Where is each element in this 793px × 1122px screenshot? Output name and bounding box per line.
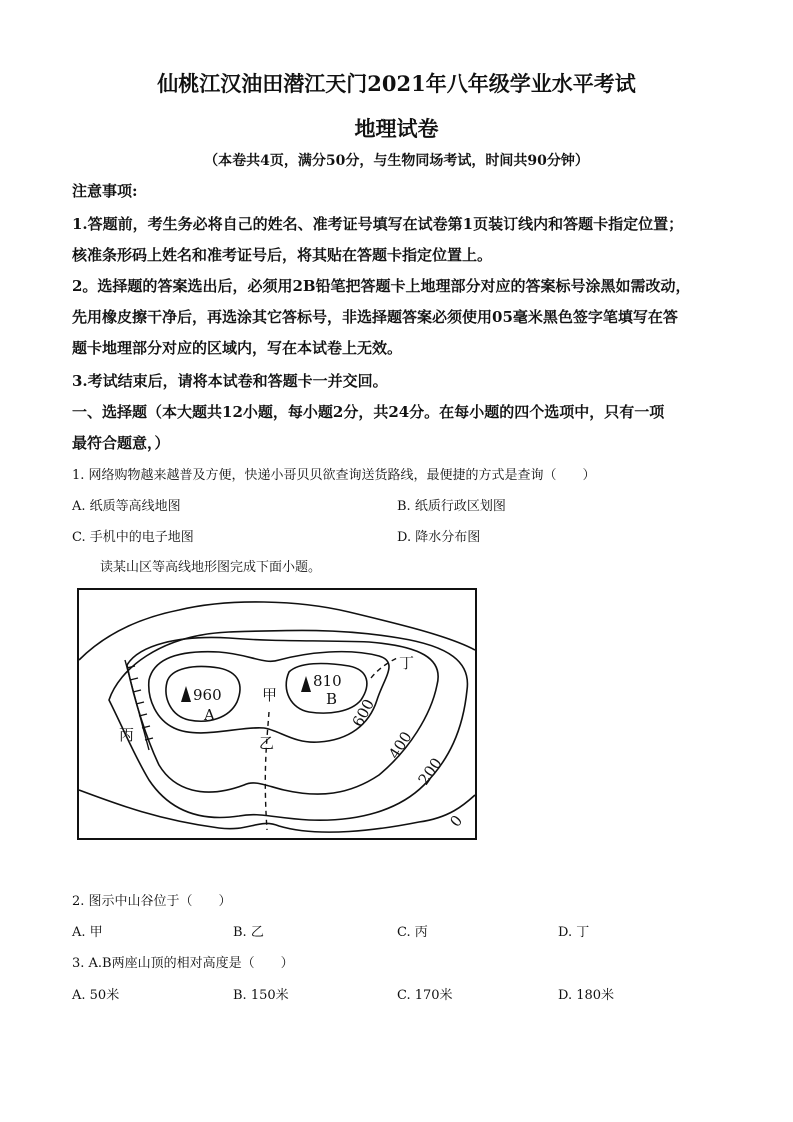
question-1-stem: 1. 网络购物越来越普及方便，快递小哥贝贝欲查询送货路线，最便捷的方式是查询（ ） <box>72 468 596 483</box>
dashed-line-ding <box>371 658 397 678</box>
contour-label-200: 200 <box>414 754 446 789</box>
subject-title: 地理试卷 <box>354 116 439 141</box>
point-ding-label: 丁 <box>399 654 415 672</box>
q2-option-b: B. 乙 <box>233 925 264 940</box>
contour-label-600: 600 <box>348 696 378 730</box>
contour-line-400 <box>127 637 438 794</box>
q1-option-d: D. 降水分布图 <box>397 530 481 545</box>
section-heading-cont: 最符合题意，） <box>72 434 170 452</box>
q3-option-d: D. 180米 <box>558 988 615 1003</box>
point-yi-label: 乙 <box>259 734 275 752</box>
contour-label-400: 400 <box>385 728 416 763</box>
q2-option-d: D. 丁 <box>558 925 590 940</box>
notice-line: 3.考试结束后，请将本试卷和答题卡一并交回。 <box>72 372 388 390</box>
contour-label-0: 0 <box>446 811 467 831</box>
q3-option-a: A. 50米 <box>72 988 120 1003</box>
notice-heading: 注意事项: <box>72 182 138 200</box>
peak-b-elevation: 810 <box>313 672 342 690</box>
map-intro: 读某山区等高线地形图完成下面小题。 <box>100 560 322 575</box>
q1-option-b: B. 纸质行政区划图 <box>397 499 506 514</box>
question-2-stem: 2. 图示中山谷位于（ ） <box>72 894 232 909</box>
q3-option-c: C. 170米 <box>397 988 453 1003</box>
contour-line-0-bottom <box>79 790 475 832</box>
contour-map-svg <box>79 590 475 838</box>
exam-title: 仙桃江汉油田潜江天门2021年八年级学业水平考试 <box>157 71 636 96</box>
peak-a-elevation: 960 <box>193 686 222 704</box>
notice-line: 2。选择题的答案选出后，必须用2B铅笔把答题卡上地理部分对应的答案标号涂黑如需改动， <box>72 277 691 295</box>
notice-line: 先用橡皮擦干净后，再选涂其它答标号，非选择题答案必须使用05毫米黑色签字笔填写在答 <box>72 308 678 326</box>
point-bing-label: 丙 <box>119 726 135 744</box>
q1-option-a: A. 纸质等高线地图 <box>72 499 181 514</box>
q1-option-c: C. 手机中的电子地图 <box>72 530 194 545</box>
q2-option-c: C. 丙 <box>397 925 428 940</box>
exam-info: （本卷共4页，满分50分，与生物同场考试，时间共90分钟） <box>204 153 589 169</box>
point-jia-label: 甲 <box>262 686 278 704</box>
peak-a-triangle-icon <box>181 686 191 702</box>
peak-a-label: A <box>204 706 215 724</box>
question-3-stem: 3. A.B两座山顶的相对高度是（ ） <box>72 956 294 971</box>
peak-b-triangle-icon <box>301 676 311 692</box>
contour-map <box>77 588 477 840</box>
q3-option-b: B. 150米 <box>233 988 289 1003</box>
peak-b-label: B <box>326 690 338 708</box>
notice-line: 题卡地理部分对应的区域内，写在本试卷上无效。 <box>72 339 403 357</box>
notice-line: 核准条形码上姓名和准考证号后，将其贴在答题卡指定位置上。 <box>72 246 493 264</box>
notice-line: 1.答题前，考生务必将自己的姓名、准考证号填写在试卷第1页装订线内和答题卡指定位置； <box>72 215 684 233</box>
q2-option-a: A. 甲 <box>72 925 103 940</box>
section-heading: 一、选择题（本大题共12小题，每小题2分，共24分。在每小题的四个选项中，只有一项 <box>72 403 665 421</box>
